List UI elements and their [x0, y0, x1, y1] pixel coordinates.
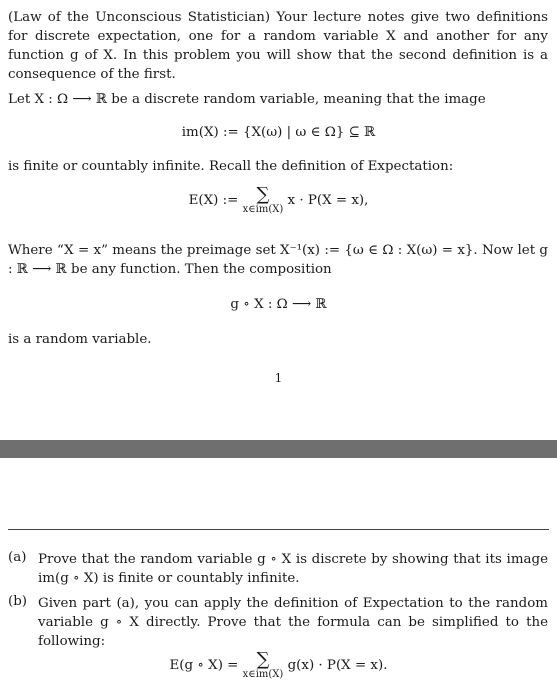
sum-subscript: x∈im(X): [242, 204, 284, 215]
item-text: Prove that the random variable g ∘ X is discrete by showing that its image im(g ∘ X) is finite or countably infinite.: [38, 552, 548, 586]
lotus-lhs: E(g ∘ X) =: [169, 658, 239, 673]
page-2: [0, 458, 557, 695]
finite-line: is finite or countably infinite. Recall the definition of Expectation:: [8, 159, 454, 174]
list-item-b: [8, 594, 548, 651]
page-top-rule: [8, 529, 549, 530]
where-paragraph: Where “X = x” means the preimage set X⁻¹(x) := {ω ∈ Ω : X(ω) = x}. Now let g : ℝ ⟶ ℝ be any function. Then the composition: [8, 243, 548, 277]
random-variable-line: is a random variable.: [8, 332, 152, 347]
list-item-a: [8, 550, 548, 588]
summation: [243, 651, 284, 680]
item-label: (a): [8, 550, 27, 565]
expectation-rhs: x · P(X = x),: [287, 193, 369, 208]
intro-paragraph: (Law of the Unconscious Statistician) Your lecture notes give two definitions for discrete expectation, one for a random variable X and another for any function g of X. In this problem you will show that the second definition is a consequence of the first.: [8, 10, 548, 82]
sigma-symbol: ∑: [256, 649, 270, 670]
summation: [243, 186, 284, 215]
page-gap: [0, 440, 557, 458]
composition-formula: g ∘ X : Ω ⟶ ℝ: [230, 297, 327, 312]
sigma-symbol: ∑: [256, 184, 270, 205]
lotus-formula: [0, 651, 557, 680]
expectation-lhs: E(X) :=: [188, 193, 239, 208]
page-number: 1: [274, 371, 283, 385]
lotus-rhs: g(x) · P(X = x).: [287, 658, 388, 673]
sum-subscript: x∈im(X): [242, 669, 284, 680]
expectation-formula: [0, 186, 557, 215]
let-line: Let X : Ω ⟶ ℝ be a discrete random variable, meaning that the image: [8, 92, 486, 107]
item-label: (b): [8, 594, 28, 609]
image-definition: im(X) := {X(ω) | ω ∈ Ω} ⊆ ℝ: [181, 125, 376, 140]
item-text: Given part (a), you can apply the definition of Expectation to the random variable g ∘ X directly. Prove that the formula can be simplified to the following:: [38, 596, 548, 649]
